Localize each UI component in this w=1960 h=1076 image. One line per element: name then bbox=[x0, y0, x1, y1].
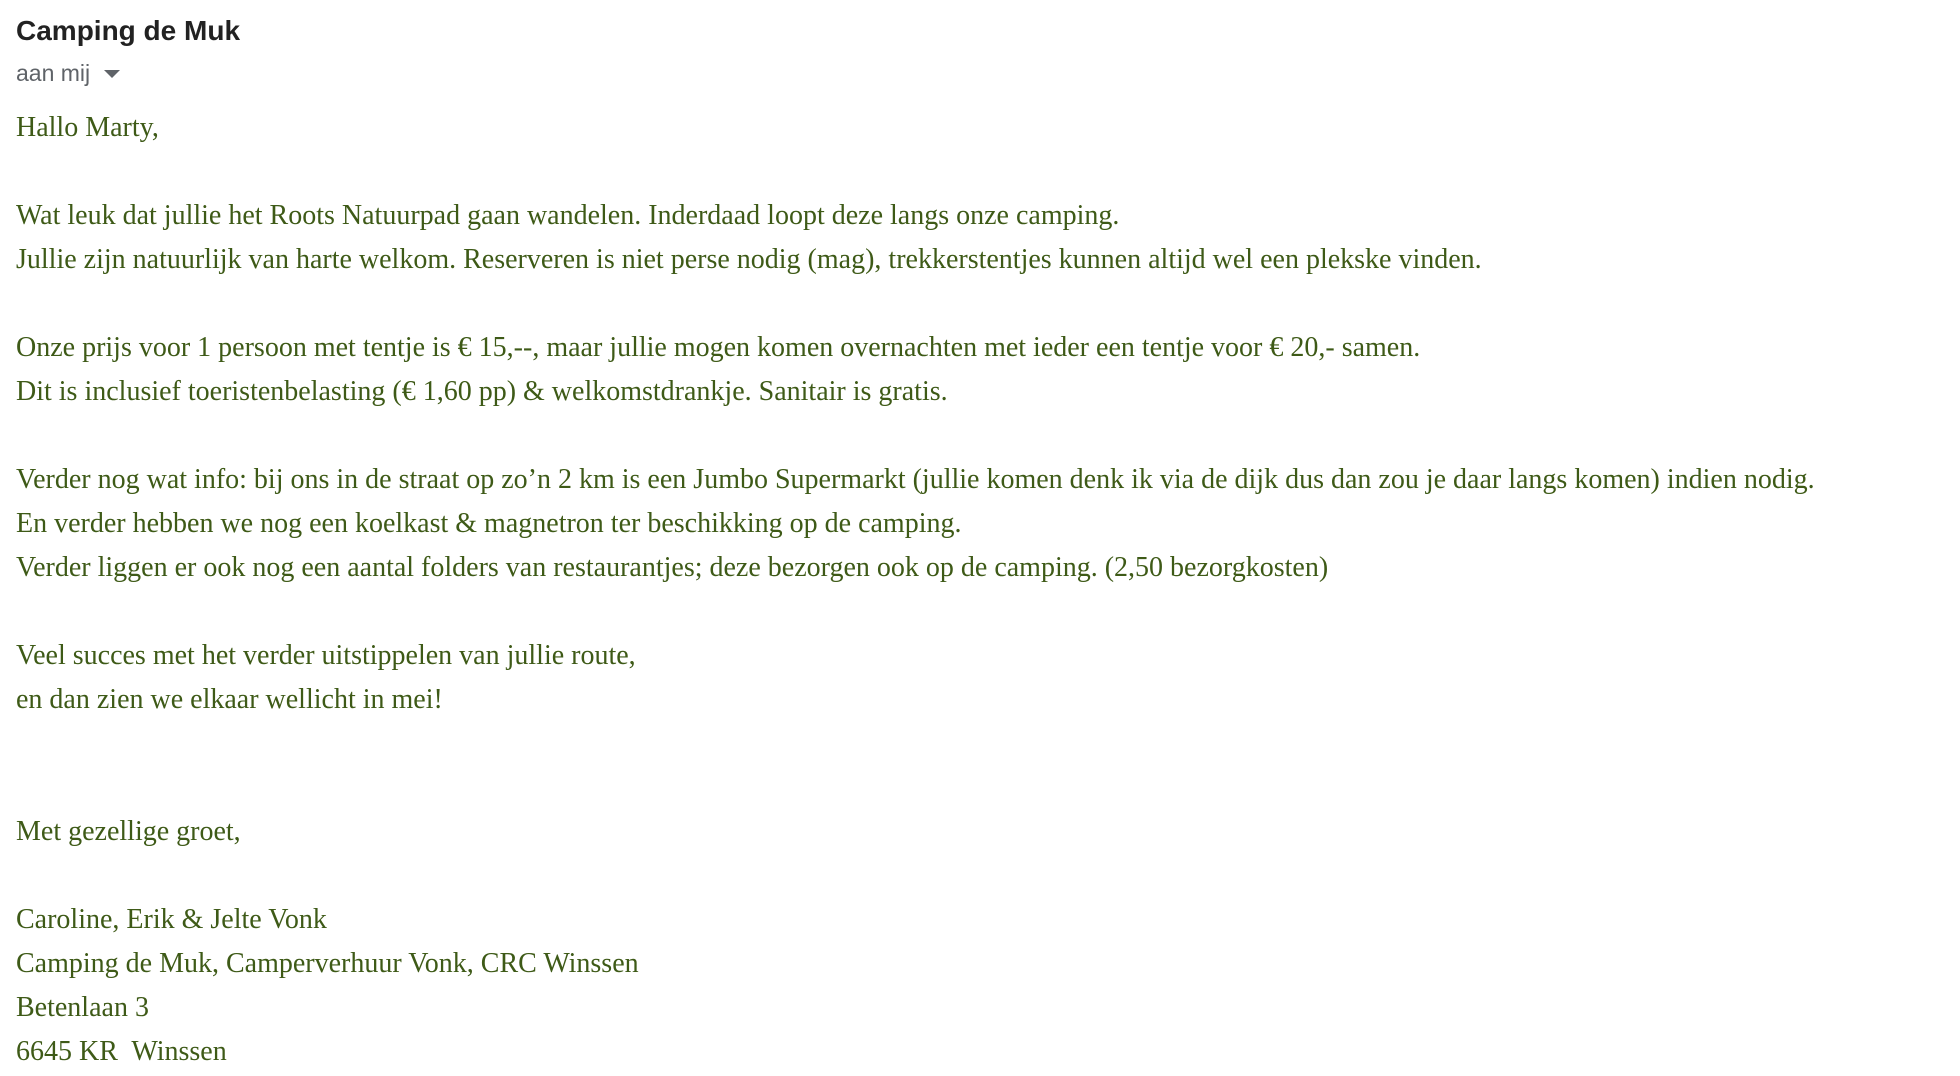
body-line: Verder liggen er ook nog een aantal folders van restaurantjes; deze bezorgen ook op de camping. (2,50 bezorgkosten) bbox=[16, 552, 1329, 583]
recipient-details-toggle[interactable] bbox=[16, 58, 1946, 88]
greeting: Hallo Marty, bbox=[16, 112, 159, 143]
body-line: en dan zien we elkaar wellicht in mei! bbox=[16, 684, 443, 715]
body-line: Verder nog wat info: bij ons in de straat op zo’n 2 km is een Jumbo Supermarkt (jullie komen denk ik via de dijk dus dan zou je daar langs komen) indien nodig. bbox=[16, 464, 1815, 495]
signature-street: Betenlaan 3 bbox=[16, 992, 149, 1023]
body-line: Veel succes met het verder uitstippelen van jullie route, bbox=[16, 640, 636, 671]
signature-postal: 6645 KR Winssen bbox=[16, 1036, 227, 1067]
email-message bbox=[16, 0, 1946, 1074]
body-line: Wat leuk dat jullie het Roots Natuurpad gaan wandelen. Inderdaad loopt deze langs onze camping. bbox=[16, 200, 1120, 231]
sender-name: Camping de Muk bbox=[16, 15, 241, 46]
body-line: Onze prijs voor 1 persoon met tentje is € 15,--, maar jullie mogen komen overnachten met ieder een tentje voor € 20,- samen. bbox=[16, 332, 1421, 363]
body-line: Dit is inclusief toeristenbelasting (€ 1,60 pp) & welkomstdrankje. Sanitair is gratis. bbox=[16, 376, 948, 407]
body-line: Jullie zijn natuurlijk van harte welkom. Reserveren is niet perse nodig (mag), trekkerstentjes kunnen altijd wel een plekske vinden. bbox=[16, 244, 1482, 275]
signature-company: Camping de Muk, Camperverhuur Vonk, CRC Winssen bbox=[16, 948, 639, 979]
recipient-label: aan mij bbox=[16, 59, 91, 86]
chevron-down-icon[interactable] bbox=[104, 70, 120, 78]
body-line: En verder hebben we nog een koelkast & magnetron ter beschikking op de camping. bbox=[16, 508, 962, 539]
closing: Met gezellige groet, bbox=[16, 816, 241, 847]
signature-name: Caroline, Erik & Jelte Vonk bbox=[16, 904, 327, 935]
email-body bbox=[16, 106, 1946, 1074]
